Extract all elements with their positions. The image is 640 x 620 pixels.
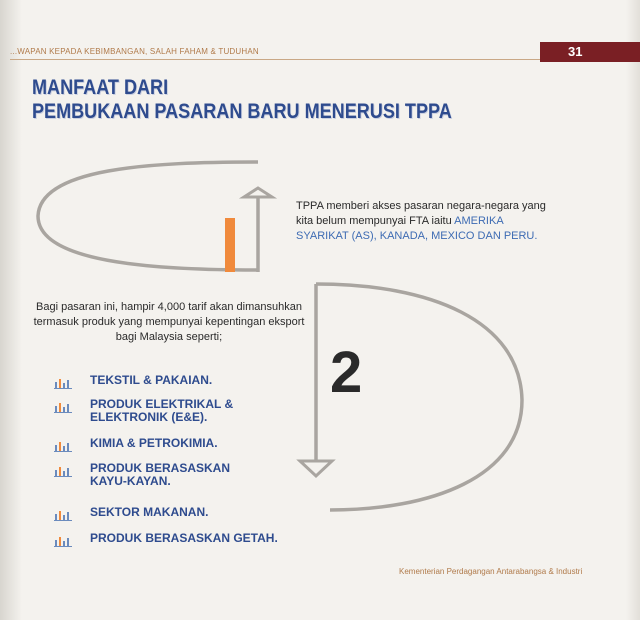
footer-credit: Kementerian Perdagangan Antarabangsa & Industri (399, 567, 583, 576)
point-one-text (296, 199, 556, 244)
point-two-text: Bagi pasaran ini, hampir 4,000 tarif akan dimansuhkan termasuk produk yang mempunyai kepentingan eksport bagi Malaysia seperti; (33, 301, 305, 343)
list-item-label: PRODUK BERASASKAN GETAH. (90, 531, 278, 545)
bar-chart-icon (54, 465, 72, 477)
running-header: ...WAPAN KEPADA KEBIMBANGAN, SALAH FAHAM & TUDUHAN (10, 47, 259, 56)
point-one-body: TPPA memberi akses pasaran negara-negara yang kita belum mempunyai FTA iaitu (296, 200, 546, 227)
list-item-label: SEKTOR MAKANAN. (90, 505, 209, 519)
up-arrow-icon (244, 188, 272, 272)
list-item-label: TEKSTIL & PAKAIAN. (90, 373, 213, 387)
marker-one-bar (225, 218, 235, 272)
marker-two: 2 (330, 340, 363, 405)
bar-chart-icon (54, 509, 72, 521)
list-item (54, 462, 290, 488)
list-item (54, 437, 290, 452)
list-item-label: KIMIA & PETROKIMIA. (90, 436, 218, 450)
bar-chart-icon (54, 535, 72, 547)
title-line-2: PEMBUKAAN PASARAN BARU MENERUSI TPPA (32, 100, 452, 123)
bar-chart-icon (54, 377, 72, 389)
list-item (54, 374, 290, 389)
list-item-label: PRODUK BERASASKAN KAYU-KAYAN. (90, 461, 231, 488)
page-number: 31 (540, 42, 640, 62)
title-line-1: MANFAAT DARI (32, 76, 169, 99)
list-item-label: PRODUK ELEKTRIKAL & ELEKTRONIK (E&E). (90, 397, 234, 424)
list-item (54, 506, 290, 521)
point-one-countries: AMERIKA SYARIKAT (AS), KANADA, MEXICO DAN PERU. (296, 215, 538, 242)
bar-chart-icon (54, 401, 72, 413)
bar-chart-icon (54, 440, 72, 452)
list-item (54, 532, 290, 547)
list-item (54, 398, 290, 424)
